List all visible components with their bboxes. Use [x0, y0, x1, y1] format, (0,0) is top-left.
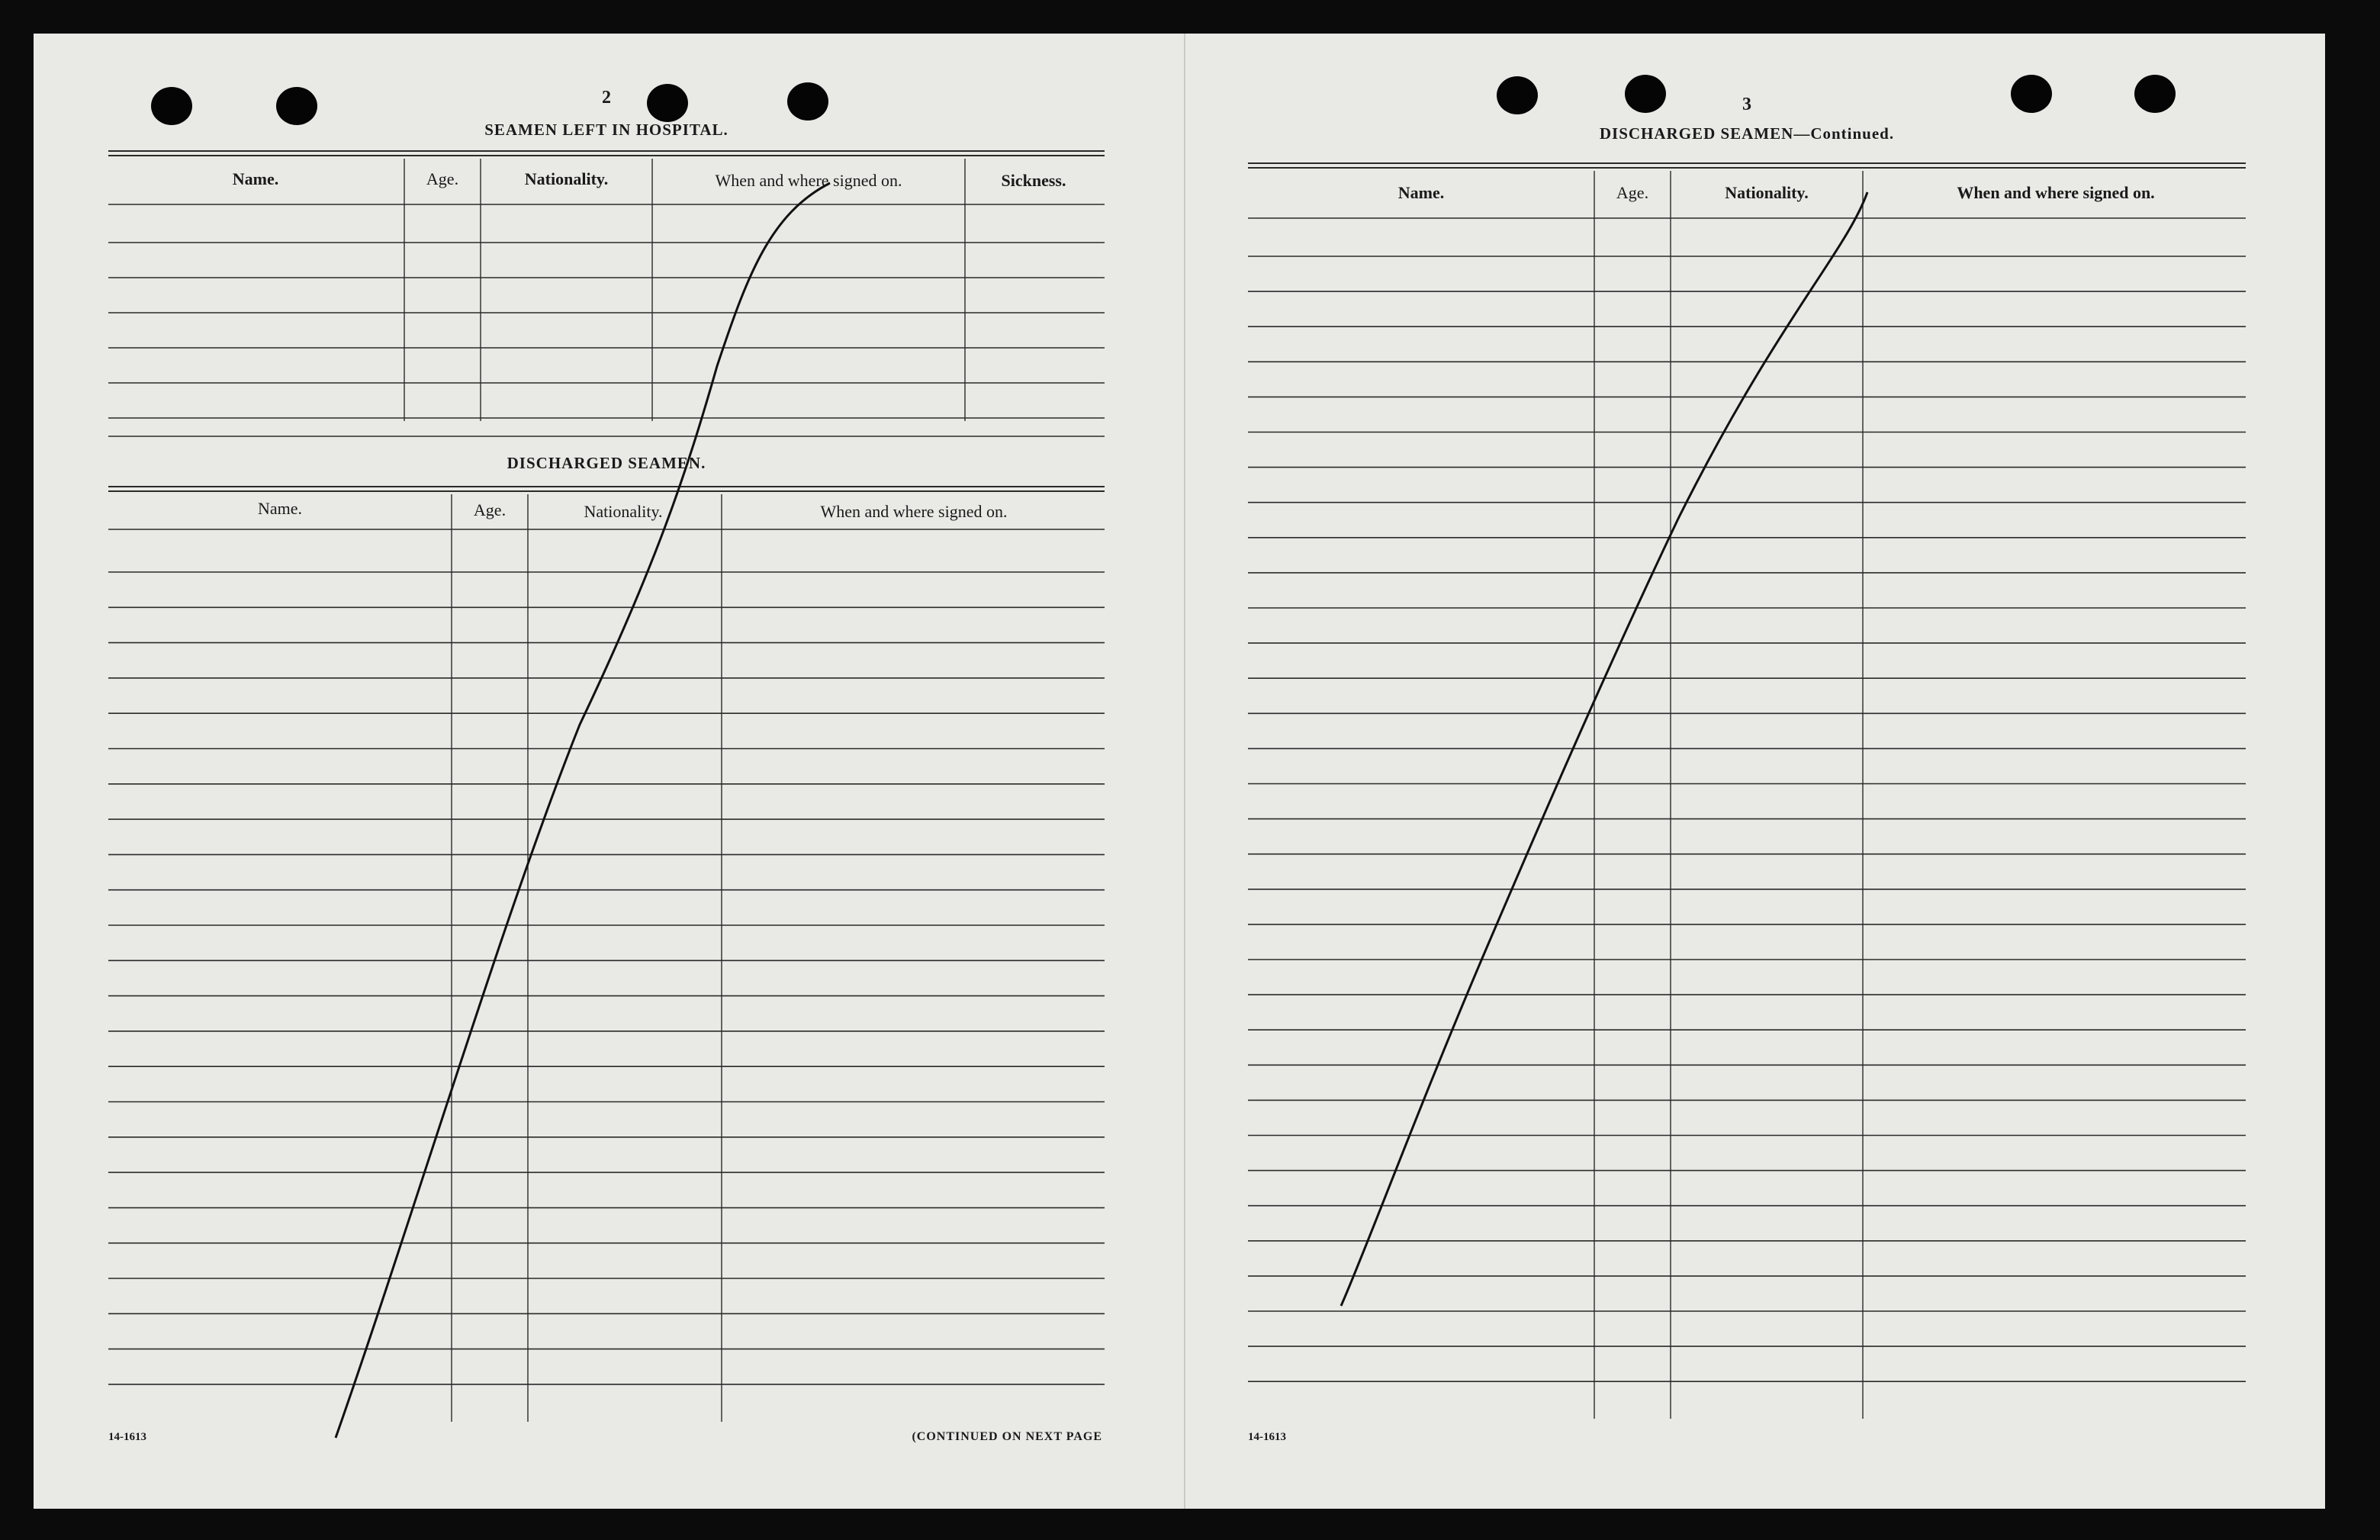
- left-s2-col-age: Age.: [473, 500, 507, 519]
- left-form-number: 14-1613: [108, 1431, 146, 1443]
- left-s1-col-nationality: Nationality.: [524, 169, 609, 188]
- left-s1-col-name: Name.: [232, 169, 279, 188]
- right-page-number: 3: [1742, 95, 1751, 114]
- left-s2-col-nationality: Nationality.: [584, 502, 663, 521]
- left-section1-title: SEAMEN LEFT IN HOSPITAL.: [484, 121, 728, 139]
- left-page-number: 2: [602, 88, 611, 108]
- right-title: DISCHARGED SEAMEN—Continued.: [1599, 124, 1895, 143]
- right-col-name: Name.: [1397, 183, 1445, 202]
- right-form-number: 14-1613: [1248, 1431, 1286, 1443]
- right-col-age: Age.: [1616, 183, 1649, 202]
- left-footer-note: (CONTINUED ON NEXT PAGE: [912, 1430, 1102, 1443]
- left-s1-col-sickness: Sickness.: [1001, 171, 1066, 190]
- left-s2-col-name: Name.: [257, 499, 303, 518]
- left-s1-col-when-where: When and where signed on.: [715, 171, 902, 190]
- left-s1-col-age: Age.: [426, 169, 459, 188]
- left-s2-col-when-where: When and where signed on.: [820, 502, 1008, 521]
- left-section2-title: DISCHARGED SEAMEN.: [507, 454, 706, 472]
- right-col-when-where: When and where signed on.: [1957, 183, 2155, 202]
- cancellation-stroke-left: [336, 183, 830, 1438]
- right-col-nationality: Nationality.: [1725, 183, 1809, 202]
